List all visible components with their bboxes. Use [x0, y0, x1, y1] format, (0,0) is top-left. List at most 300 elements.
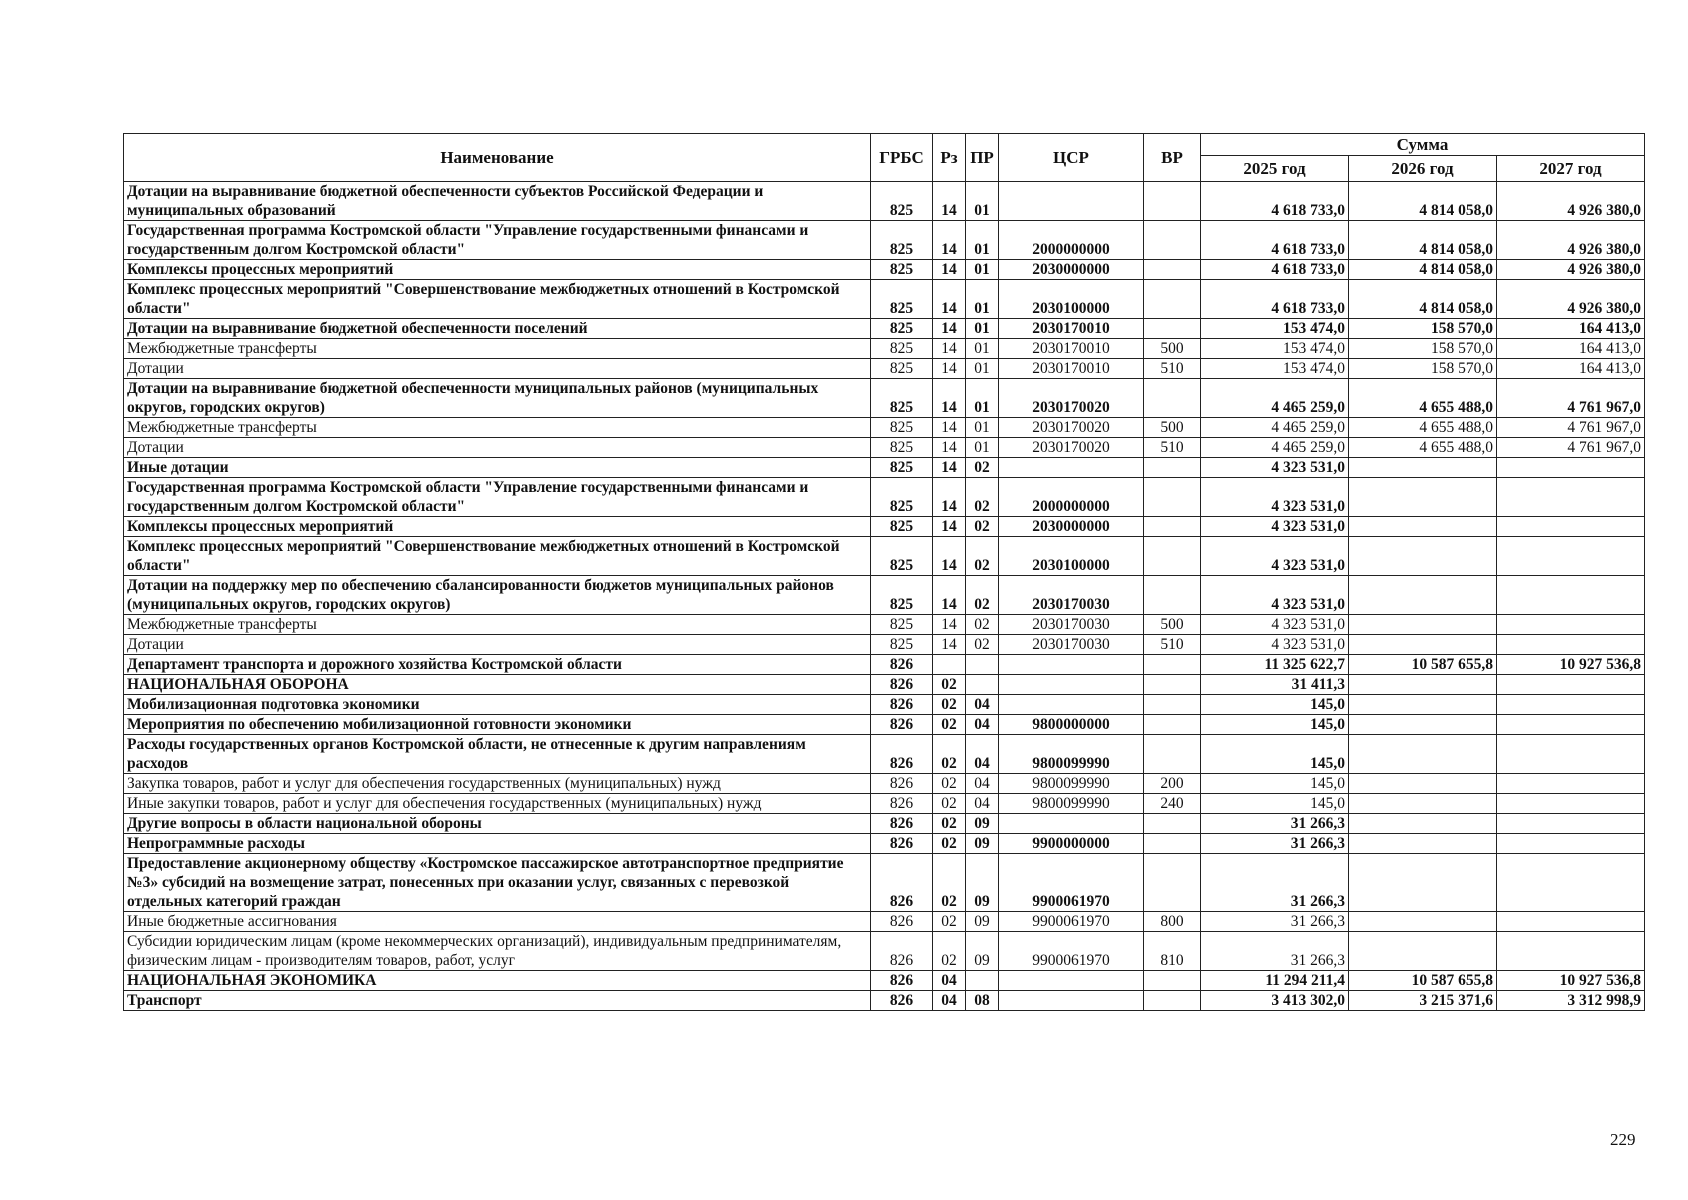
header-pr: ПР — [966, 134, 999, 182]
cell-2027 — [1497, 458, 1645, 478]
table-row — [124, 260, 1645, 280]
cell-rz — [933, 655, 966, 675]
table-row — [124, 615, 1645, 635]
cell-grbs: 826 — [871, 932, 933, 971]
table-row — [124, 537, 1645, 576]
cell-csr — [999, 182, 1144, 221]
cell-vr — [1144, 814, 1201, 834]
cell-2025: 31 411,3 — [1201, 675, 1349, 695]
cell-2027: 10 927 536,8 — [1497, 971, 1645, 991]
table-row — [124, 675, 1645, 695]
cell-name: Иные бюджетные ассигнования — [124, 912, 871, 932]
cell-rz: 02 — [933, 695, 966, 715]
cell-grbs: 825 — [871, 576, 933, 615]
cell-vr: 800 — [1144, 912, 1201, 932]
cell-name: Мобилизационная подготовка экономики — [124, 695, 871, 715]
cell-2027 — [1497, 774, 1645, 794]
cell-name: Расходы государственных органов Костромской области, не отнесенные к другим направлениям расходов — [124, 735, 871, 774]
cell-pr: 01 — [966, 339, 999, 359]
cell-2026 — [1349, 912, 1497, 932]
cell-grbs: 825 — [871, 339, 933, 359]
cell-2025: 153 474,0 — [1201, 339, 1349, 359]
cell-csr: 9800099990 — [999, 794, 1144, 814]
cell-csr: 2030170010 — [999, 339, 1144, 359]
cell-2027 — [1497, 814, 1645, 834]
cell-csr — [999, 655, 1144, 675]
cell-2026: 4 814 058,0 — [1349, 260, 1497, 280]
cell-vr — [1144, 971, 1201, 991]
cell-2026: 4 655 488,0 — [1349, 438, 1497, 458]
cell-2025: 4 323 531,0 — [1201, 478, 1349, 517]
cell-vr — [1144, 260, 1201, 280]
cell-csr: 2030170020 — [999, 438, 1144, 458]
cell-rz: 14 — [933, 635, 966, 655]
header-year-2025: 2025 год — [1201, 156, 1349, 182]
cell-rz: 14 — [933, 576, 966, 615]
table-row — [124, 438, 1645, 458]
header-csr: ЦСР — [999, 134, 1144, 182]
cell-grbs: 825 — [871, 280, 933, 319]
cell-vr: 510 — [1144, 438, 1201, 458]
cell-name: Иные закупки товаров, работ и услуг для обеспечения государственных (муниципальных) нужд — [124, 794, 871, 814]
cell-2027 — [1497, 854, 1645, 912]
cell-csr: 2030170020 — [999, 418, 1144, 438]
cell-pr: 02 — [966, 615, 999, 635]
cell-pr: 01 — [966, 418, 999, 438]
cell-grbs: 825 — [871, 478, 933, 517]
cell-name: Государственная программа Костромской области "Управление государственными финансами и государственным долгом Костромской области" — [124, 221, 871, 260]
cell-2026 — [1349, 615, 1497, 635]
cell-csr — [999, 458, 1144, 478]
cell-pr: 02 — [966, 576, 999, 615]
cell-2025: 3 413 302,0 — [1201, 991, 1349, 1011]
table-row — [124, 834, 1645, 854]
cell-rz: 14 — [933, 359, 966, 379]
cell-csr — [999, 675, 1144, 695]
cell-vr: 510 — [1144, 359, 1201, 379]
cell-2027: 3 312 998,9 — [1497, 991, 1645, 1011]
cell-name: Дотации на выравнивание бюджетной обеспеченности субъектов Российской Федерации и муниципальных образований — [124, 182, 871, 221]
cell-csr: 9800099990 — [999, 735, 1144, 774]
cell-csr: 2030100000 — [999, 280, 1144, 319]
cell-rz: 02 — [933, 834, 966, 854]
cell-pr: 09 — [966, 912, 999, 932]
cell-2026: 158 570,0 — [1349, 339, 1497, 359]
table-body — [124, 182, 1645, 1011]
cell-pr: 01 — [966, 182, 999, 221]
cell-pr: 01 — [966, 379, 999, 418]
cell-grbs: 825 — [871, 359, 933, 379]
header-vr: ВР — [1144, 134, 1201, 182]
cell-vr — [1144, 735, 1201, 774]
cell-2025: 4 465 259,0 — [1201, 418, 1349, 438]
cell-2025: 11 294 211,4 — [1201, 971, 1349, 991]
budget-sheet — [123, 133, 1644, 1011]
cell-name: Иные дотации — [124, 458, 871, 478]
cell-name: Дотации на выравнивание бюджетной обеспеченности поселений — [124, 319, 871, 339]
cell-2025: 4 618 733,0 — [1201, 260, 1349, 280]
cell-grbs: 825 — [871, 635, 933, 655]
cell-grbs: 826 — [871, 655, 933, 675]
cell-vr: 500 — [1144, 418, 1201, 438]
cell-rz: 14 — [933, 379, 966, 418]
cell-csr — [999, 695, 1144, 715]
cell-rz: 04 — [933, 991, 966, 1011]
cell-rz: 14 — [933, 280, 966, 319]
cell-vr — [1144, 537, 1201, 576]
cell-vr — [1144, 715, 1201, 735]
cell-csr — [999, 991, 1144, 1011]
cell-pr: 04 — [966, 715, 999, 735]
cell-name: Межбюджетные трансферты — [124, 615, 871, 635]
cell-rz: 02 — [933, 675, 966, 695]
cell-csr — [999, 971, 1144, 991]
cell-2025: 153 474,0 — [1201, 359, 1349, 379]
cell-grbs: 825 — [871, 438, 933, 458]
cell-2025: 31 266,3 — [1201, 814, 1349, 834]
cell-name: Межбюджетные трансферты — [124, 418, 871, 438]
cell-2027 — [1497, 635, 1645, 655]
cell-csr: 2030170030 — [999, 615, 1144, 635]
cell-grbs: 825 — [871, 517, 933, 537]
cell-name: Дотации — [124, 359, 871, 379]
cell-2026 — [1349, 932, 1497, 971]
cell-2025: 4 465 259,0 — [1201, 438, 1349, 458]
cell-rz: 14 — [933, 319, 966, 339]
cell-vr — [1144, 991, 1201, 1011]
header-year-2026: 2026 год — [1349, 156, 1497, 182]
cell-2026: 10 587 655,8 — [1349, 971, 1497, 991]
cell-2025: 145,0 — [1201, 774, 1349, 794]
cell-2027 — [1497, 576, 1645, 615]
cell-pr: 04 — [966, 774, 999, 794]
cell-rz: 14 — [933, 339, 966, 359]
cell-rz: 14 — [933, 537, 966, 576]
cell-2027: 10 927 536,8 — [1497, 655, 1645, 675]
cell-2025: 4 323 531,0 — [1201, 517, 1349, 537]
cell-2025: 4 323 531,0 — [1201, 635, 1349, 655]
cell-2025: 4 465 259,0 — [1201, 379, 1349, 418]
cell-2025: 4 323 531,0 — [1201, 537, 1349, 576]
budget-table — [123, 133, 1645, 1011]
cell-2025: 4 618 733,0 — [1201, 182, 1349, 221]
cell-name: Комплекс процессных мероприятий "Совершенствование межбюджетных отношений в Костромской области" — [124, 280, 871, 319]
cell-pr: 09 — [966, 932, 999, 971]
cell-2026 — [1349, 517, 1497, 537]
cell-grbs: 826 — [871, 794, 933, 814]
cell-2026: 10 587 655,8 — [1349, 655, 1497, 675]
cell-rz: 02 — [933, 735, 966, 774]
cell-rz: 14 — [933, 221, 966, 260]
cell-name: Непрограммные расходы — [124, 834, 871, 854]
cell-pr: 01 — [966, 221, 999, 260]
table-row — [124, 774, 1645, 794]
cell-2027 — [1497, 615, 1645, 635]
cell-grbs: 826 — [871, 695, 933, 715]
cell-csr: 2030170030 — [999, 635, 1144, 655]
cell-2026 — [1349, 675, 1497, 695]
cell-vr: 510 — [1144, 635, 1201, 655]
cell-2026 — [1349, 735, 1497, 774]
cell-pr: 04 — [966, 735, 999, 774]
cell-2026 — [1349, 774, 1497, 794]
cell-2026: 158 570,0 — [1349, 359, 1497, 379]
cell-2027 — [1497, 537, 1645, 576]
cell-name: НАЦИОНАЛЬНАЯ ОБОРОНА — [124, 675, 871, 695]
cell-csr — [999, 814, 1144, 834]
table-row — [124, 359, 1645, 379]
cell-name: Субсидии юридическим лицам (кроме некоммерческих организаций), индивидуальным предпринимателям, физическим лицам - производителям товаров, работ, услуг — [124, 932, 871, 971]
cell-rz: 02 — [933, 814, 966, 834]
cell-2026: 158 570,0 — [1349, 319, 1497, 339]
cell-pr: 09 — [966, 814, 999, 834]
cell-rz: 02 — [933, 774, 966, 794]
cell-grbs: 825 — [871, 319, 933, 339]
cell-name: Другие вопросы в области национальной обороны — [124, 814, 871, 834]
cell-csr: 9800000000 — [999, 715, 1144, 735]
cell-2025: 4 618 733,0 — [1201, 280, 1349, 319]
cell-pr: 01 — [966, 438, 999, 458]
cell-2027: 164 413,0 — [1497, 359, 1645, 379]
table-row — [124, 715, 1645, 735]
cell-csr: 9900061970 — [999, 912, 1144, 932]
cell-name: Транспорт — [124, 991, 871, 1011]
cell-pr: 01 — [966, 280, 999, 319]
cell-2027: 164 413,0 — [1497, 339, 1645, 359]
cell-2025: 11 325 622,7 — [1201, 655, 1349, 675]
cell-rz: 04 — [933, 971, 966, 991]
cell-2025: 153 474,0 — [1201, 319, 1349, 339]
cell-csr: 2000000000 — [999, 478, 1144, 517]
cell-grbs: 826 — [871, 715, 933, 735]
cell-vr: 500 — [1144, 339, 1201, 359]
table-row — [124, 735, 1645, 774]
cell-2026 — [1349, 458, 1497, 478]
cell-pr: 02 — [966, 635, 999, 655]
cell-vr — [1144, 695, 1201, 715]
cell-2025: 145,0 — [1201, 695, 1349, 715]
cell-rz: 14 — [933, 478, 966, 517]
cell-2027 — [1497, 675, 1645, 695]
cell-2025: 4 323 531,0 — [1201, 576, 1349, 615]
cell-2026 — [1349, 814, 1497, 834]
cell-vr: 810 — [1144, 932, 1201, 971]
cell-pr: 04 — [966, 794, 999, 814]
cell-2025: 4 323 531,0 — [1201, 615, 1349, 635]
cell-rz: 14 — [933, 260, 966, 280]
table-row — [124, 794, 1645, 814]
cell-csr: 2000000000 — [999, 221, 1144, 260]
cell-name: Предоставление акционерному обществу «Костромское пассажирское автотранспортное предприятие №3» субсидий на возмещение затрат, понесенных при оказании услуг, связанных с перевозкой отдельных категорий граждан — [124, 854, 871, 912]
cell-vr — [1144, 478, 1201, 517]
cell-vr: 240 — [1144, 794, 1201, 814]
table-row — [124, 319, 1645, 339]
cell-vr — [1144, 319, 1201, 339]
cell-csr: 2030170020 — [999, 379, 1144, 418]
cell-grbs: 825 — [871, 260, 933, 280]
cell-2027: 4 761 967,0 — [1497, 418, 1645, 438]
cell-2025: 145,0 — [1201, 735, 1349, 774]
cell-vr — [1144, 655, 1201, 675]
cell-pr: 01 — [966, 260, 999, 280]
table-row — [124, 991, 1645, 1011]
cell-grbs: 825 — [871, 221, 933, 260]
cell-2026 — [1349, 715, 1497, 735]
cell-rz: 14 — [933, 517, 966, 537]
cell-pr: 01 — [966, 319, 999, 339]
cell-csr: 9900061970 — [999, 932, 1144, 971]
cell-2025: 145,0 — [1201, 715, 1349, 735]
cell-grbs: 826 — [871, 971, 933, 991]
cell-2027: 4 926 380,0 — [1497, 221, 1645, 260]
table-header — [124, 134, 1645, 182]
cell-name: Комплексы процессных мероприятий — [124, 260, 871, 280]
cell-2027: 4 926 380,0 — [1497, 280, 1645, 319]
cell-2027: 4 926 380,0 — [1497, 260, 1645, 280]
cell-vr — [1144, 379, 1201, 418]
cell-2026: 4 655 488,0 — [1349, 379, 1497, 418]
cell-csr: 9900061970 — [999, 854, 1144, 912]
cell-pr: 02 — [966, 537, 999, 576]
table-row — [124, 478, 1645, 517]
cell-name: Дотации на поддержку мер по обеспечению сбалансированности бюджетов муниципальных районов (муниципальных округов, городских округов) — [124, 576, 871, 615]
table-row — [124, 655, 1645, 675]
cell-2027: 4 926 380,0 — [1497, 182, 1645, 221]
cell-grbs: 825 — [871, 182, 933, 221]
header-grbs: ГРБС — [871, 134, 933, 182]
cell-csr: 2030170030 — [999, 576, 1144, 615]
cell-csr: 2030000000 — [999, 260, 1144, 280]
cell-rz: 02 — [933, 715, 966, 735]
cell-vr — [1144, 182, 1201, 221]
cell-name: Мероприятия по обеспечению мобилизационной готовности экономики — [124, 715, 871, 735]
cell-vr — [1144, 221, 1201, 260]
cell-rz: 14 — [933, 458, 966, 478]
cell-2025: 31 266,3 — [1201, 932, 1349, 971]
table-row — [124, 517, 1645, 537]
cell-grbs: 825 — [871, 418, 933, 438]
cell-grbs: 825 — [871, 537, 933, 576]
cell-pr: 09 — [966, 854, 999, 912]
header-sum: Сумма — [1201, 134, 1645, 156]
cell-pr — [966, 655, 999, 675]
table-row — [124, 854, 1645, 912]
cell-pr: 08 — [966, 991, 999, 1011]
cell-csr: 2030000000 — [999, 517, 1144, 537]
cell-2025: 31 266,3 — [1201, 912, 1349, 932]
cell-pr: 02 — [966, 458, 999, 478]
cell-2026: 4 814 058,0 — [1349, 280, 1497, 319]
cell-csr: 2030170010 — [999, 359, 1144, 379]
cell-pr: 02 — [966, 517, 999, 537]
table-row — [124, 418, 1645, 438]
cell-2025: 4 618 733,0 — [1201, 221, 1349, 260]
cell-2027 — [1497, 932, 1645, 971]
cell-csr: 2030170010 — [999, 319, 1144, 339]
cell-pr — [966, 675, 999, 695]
cell-grbs: 826 — [871, 675, 933, 695]
cell-rz: 02 — [933, 854, 966, 912]
cell-pr: 01 — [966, 359, 999, 379]
table-row — [124, 339, 1645, 359]
cell-pr: 04 — [966, 695, 999, 715]
cell-rz: 14 — [933, 438, 966, 458]
cell-2027 — [1497, 735, 1645, 774]
cell-2026: 3 215 371,6 — [1349, 991, 1497, 1011]
cell-grbs: 826 — [871, 735, 933, 774]
cell-2026: 4 814 058,0 — [1349, 221, 1497, 260]
cell-grbs: 826 — [871, 854, 933, 912]
cell-2027 — [1497, 794, 1645, 814]
cell-vr: 500 — [1144, 615, 1201, 635]
cell-pr: 02 — [966, 478, 999, 517]
cell-vr — [1144, 458, 1201, 478]
cell-csr: 9800099990 — [999, 774, 1144, 794]
cell-name: Комплексы процессных мероприятий — [124, 517, 871, 537]
cell-rz: 14 — [933, 418, 966, 438]
table-row — [124, 814, 1645, 834]
cell-rz: 02 — [933, 932, 966, 971]
cell-2027 — [1497, 478, 1645, 517]
cell-grbs: 826 — [871, 814, 933, 834]
cell-2026 — [1349, 695, 1497, 715]
cell-name: НАЦИОНАЛЬНАЯ ЭКОНОМИКА — [124, 971, 871, 991]
header-name: Наименование — [124, 134, 871, 182]
cell-pr — [966, 971, 999, 991]
cell-2026 — [1349, 478, 1497, 517]
cell-grbs: 826 — [871, 774, 933, 794]
cell-2027: 4 761 967,0 — [1497, 438, 1645, 458]
table-row — [124, 695, 1645, 715]
cell-vr — [1144, 280, 1201, 319]
cell-vr: 200 — [1144, 774, 1201, 794]
cell-vr — [1144, 517, 1201, 537]
cell-2026 — [1349, 854, 1497, 912]
header-rz: Рз — [933, 134, 966, 182]
cell-2027: 4 761 967,0 — [1497, 379, 1645, 418]
cell-2026 — [1349, 834, 1497, 854]
cell-rz: 02 — [933, 794, 966, 814]
cell-2027 — [1497, 517, 1645, 537]
cell-name: Комплекс процессных мероприятий "Совершенствование межбюджетных отношений в Костромской области" — [124, 537, 871, 576]
cell-vr — [1144, 675, 1201, 695]
cell-2026 — [1349, 537, 1497, 576]
cell-name: Закупка товаров, работ и услуг для обеспечения государственных (муниципальных) нужд — [124, 774, 871, 794]
cell-2027 — [1497, 834, 1645, 854]
header-year-2027: 2027 год — [1497, 156, 1645, 182]
cell-name: Дотации на выравнивание бюджетной обеспеченности муниципальных районов (муниципальных округов, городских округов) — [124, 379, 871, 418]
table-row — [124, 182, 1645, 221]
cell-csr: 9900000000 — [999, 834, 1144, 854]
cell-vr — [1144, 834, 1201, 854]
cell-2026: 4 655 488,0 — [1349, 418, 1497, 438]
cell-2027 — [1497, 695, 1645, 715]
cell-grbs: 825 — [871, 379, 933, 418]
cell-2027 — [1497, 912, 1645, 932]
cell-2026 — [1349, 576, 1497, 615]
cell-rz: 14 — [933, 182, 966, 221]
cell-rz: 14 — [933, 615, 966, 635]
cell-pr: 09 — [966, 834, 999, 854]
cell-csr: 2030100000 — [999, 537, 1144, 576]
cell-grbs: 826 — [871, 991, 933, 1011]
cell-rz: 02 — [933, 912, 966, 932]
cell-2025: 4 323 531,0 — [1201, 458, 1349, 478]
cell-2025: 145,0 — [1201, 794, 1349, 814]
cell-name: Дотации — [124, 438, 871, 458]
table-row — [124, 221, 1645, 260]
cell-vr — [1144, 576, 1201, 615]
